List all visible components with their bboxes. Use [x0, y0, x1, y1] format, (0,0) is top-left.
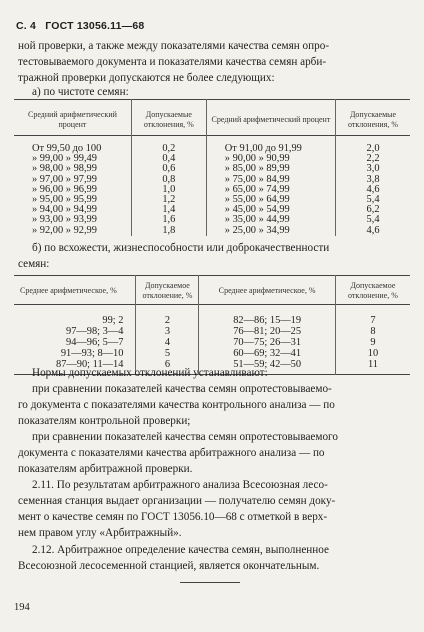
table-cell: 1,2 — [131, 195, 206, 205]
table-cell: 5 — [136, 348, 199, 359]
clause-2-11-line: семенная станция выдает организации — получателю семян доку- — [18, 495, 336, 507]
table-cell: 82—86; 15—19 — [199, 305, 335, 327]
intro-line: тражной проверки допускаются не более следующих: — [18, 72, 275, 84]
intro-line: тестовываемого документа и показателями качества семян арби- — [18, 56, 327, 68]
table-row — [14, 348, 410, 359]
table-cell: » 65,00 » 74,99 — [206, 185, 335, 195]
table-cell: » 85,00 » 89,99 — [206, 164, 335, 174]
norms-line: показателям контрольной проверки; — [18, 415, 191, 427]
table-cell: 94—96; 5—7 — [66, 337, 124, 348]
table-cell: 1,0 — [131, 185, 206, 195]
table-cell: » 94,00 » 94,99 — [32, 204, 97, 216]
standard-code: ГОСТ 13056.11—68 — [45, 20, 145, 32]
table-cell: 4,6 — [336, 226, 410, 236]
table-cell: 2,0 — [336, 136, 410, 155]
section-b-heading-cont: семян: — [18, 258, 50, 270]
t2-header-dev-right: Допускаемое отклонение, % — [335, 276, 410, 305]
table-cell: От 99,50 до 100 — [32, 143, 102, 154]
section-b-heading: б) по всхожести, жизнеспособности или доброкачественности — [32, 242, 330, 254]
table-row — [14, 326, 410, 337]
norms-line: документа с показателями качества арбитражного анализа — по — [18, 447, 325, 459]
clause-2-11-line: мент о качестве семян по ГОСТ 13056.10—68 с отметкой в верх- — [18, 511, 328, 523]
table-cell: 0,8 — [131, 175, 206, 185]
norms-line: при сравнении показателей качества семян опротестовываемого — [32, 431, 338, 443]
end-rule — [180, 582, 240, 583]
norms-line: показателям арбитражной проверки. — [18, 463, 193, 475]
germination-tolerance-table — [14, 275, 410, 375]
table-cell: » 98,00 » 98,99 — [32, 163, 97, 175]
table-cell: 6,2 — [336, 205, 410, 215]
table-cell: 1,8 — [131, 226, 206, 236]
page-number: 194 — [14, 602, 30, 613]
table-cell: » 75,00 » 84,99 — [206, 175, 335, 185]
t1-header-dev-left: Допускаемые отклонения, % — [131, 100, 206, 136]
table-cell: 5,4 — [336, 195, 410, 205]
table-cell: » 45,00 » 54,99 — [206, 205, 335, 215]
table-cell: » 92,00 » 92,99 — [32, 224, 97, 236]
table-cell: 0,2 — [131, 136, 206, 155]
clause-2-12-line: Всесоюзной лесосеменной станцией, является окончательным. — [18, 560, 320, 572]
t1-header-dev-right: Допускаемые отклонения, % — [336, 100, 410, 136]
table-cell: От 91,00 до 91,99 — [206, 136, 335, 155]
table-cell: 60—69; 32—41 — [199, 348, 335, 359]
table-cell: 3,8 — [336, 175, 410, 185]
table-cell: 87—90; 11—14 — [56, 359, 124, 370]
table-row — [14, 305, 410, 327]
table-cell: 9 — [335, 337, 410, 348]
table-cell: 91—93; 8—10 — [60, 348, 124, 359]
clause-2-12-line: 2.12. Арбитражное определение качества семян, выполненное — [32, 544, 329, 556]
t1-header-avg-right: Средний арифметический процент — [206, 100, 335, 136]
table-cell: 51—59; 42—50 — [199, 359, 335, 375]
t2-header-avg-right: Среднее арифметическое, % — [199, 276, 335, 305]
table-cell: 5,4 — [336, 215, 410, 225]
table-cell: » 97,00 » 97,99 — [32, 173, 97, 185]
table-cell: 10 — [335, 348, 410, 359]
table-cell: 0,4 — [131, 154, 206, 164]
table-row — [14, 136, 410, 155]
clause-2-11-line: нем правом углу «Арбитражный». — [18, 527, 182, 539]
t2-header-avg-left: Среднее арифметическое, % — [20, 285, 117, 295]
norms-line: при сравнении показателей качества семян опротестовываемо- — [32, 383, 332, 395]
table-cell: 2 — [136, 305, 199, 327]
table-cell: 0,6 — [131, 164, 206, 174]
table-cell: » 99,00 » 99,49 — [32, 153, 97, 165]
table-cell: 7 — [335, 305, 410, 327]
table-row — [14, 226, 410, 236]
table-cell: » 95,00 » 95,99 — [32, 194, 97, 206]
table-cell: » 90,00 » 90,99 — [206, 154, 335, 164]
intro-line: ной проверки, а также между показателями качества семян опро- — [18, 40, 330, 52]
page-label: С. 4 — [16, 20, 37, 32]
clause-2-11-line: 2.11. По результатам арбитражного анализа Всесоюзная лесо- — [32, 479, 328, 491]
table-cell: 76—81; 20—25 — [199, 326, 335, 337]
table-cell: » 55,00 » 64,99 — [206, 195, 335, 205]
table-cell: 3 — [136, 326, 199, 337]
table-cell: 99; 2 — [102, 315, 124, 326]
norms-line: го документа с показателями качества контрольного анализа — по — [18, 399, 335, 411]
table-cell: 11 — [335, 359, 410, 375]
t2-header-dev-left: Допускаемое отклонение, % — [136, 276, 199, 305]
norms-line: Нормы допускаемых отклонений устанавливают: — [32, 367, 268, 379]
table-cell: 2,2 — [336, 154, 410, 164]
table-cell: » 96,00 » 96,99 — [32, 183, 97, 195]
table-row — [14, 337, 410, 348]
table-cell: 3,0 — [336, 164, 410, 174]
section-a-heading: а) по чистоте семян: — [32, 86, 129, 98]
table-cell: 97—98; 3—4 — [66, 326, 124, 337]
table-cell: » 25,00 » 34,99 — [206, 226, 335, 236]
table-cell: » 35,00 » 44,99 — [206, 215, 335, 225]
table-cell: 1,6 — [131, 215, 206, 225]
table-cell: 1,4 — [131, 205, 206, 215]
table-cell: 8 — [335, 326, 410, 337]
table-cell: 4,6 — [336, 185, 410, 195]
table-cell: » 93,00 » 93,99 — [32, 214, 97, 226]
page-header — [16, 20, 150, 32]
table-cell: 4 — [136, 337, 199, 348]
table-cell: 70—75; 26—31 — [199, 337, 335, 348]
purity-tolerance-table — [14, 99, 410, 236]
table-cell: 6 — [136, 359, 199, 375]
t1-header-avg-left: Средний арифметический процент — [28, 110, 117, 129]
